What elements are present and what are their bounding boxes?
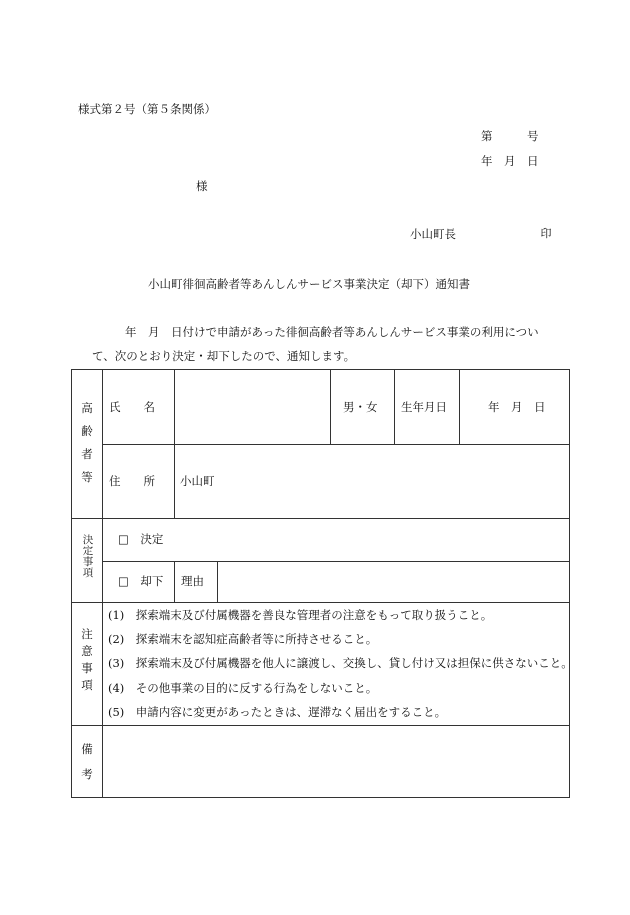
section-elderly-label: 高 齢 者 等 — [81, 401, 93, 484]
document-title: 小山町徘徊高齢者等あんしんサービス事業決定（却下）通知書 — [148, 277, 470, 291]
document-date: 年 月 日 — [481, 154, 539, 168]
column-divider — [394, 369, 395, 444]
body-line-2: て、次のとおり決定・却下したので、通知します。 — [92, 349, 356, 363]
birth-date-label: 生年月日 — [401, 400, 447, 414]
section-notes-label: 注 意 事 項 — [81, 627, 93, 692]
form-number-label: 様式第２号（第５条関係） — [78, 102, 216, 116]
document-number: 第 号 — [481, 129, 539, 143]
section-decision-label: 決 定 事 項 — [82, 534, 94, 579]
note-item: (5) 申請内容に変更があったときは、遅滞なく届出をすること。 — [108, 705, 447, 719]
body-line-1: 年 月 日付けで申請があった徘徊高齢者等あんしんサービス事業の利用につい — [125, 325, 539, 339]
column-divider — [174, 369, 175, 518]
note-item: (4) その他事業の目的に反する行為をしないこと。 — [108, 681, 378, 695]
note-item: (1) 探索端末及び付属機器を善良な管理者の注意をもって取り扱うこと。 — [108, 608, 493, 622]
row-divider — [102, 444, 570, 445]
row-divider — [71, 602, 570, 603]
name-label: 氏 名 — [109, 400, 155, 414]
column-divider — [459, 369, 460, 444]
column-divider — [102, 369, 103, 798]
address-value: 小山町 — [180, 474, 215, 488]
note-item: (3) 探索端末及び付属機器を他人に譲渡し、交換し、貸し付け又は担保に供さないこと。 — [108, 656, 573, 670]
addressee-suffix: 様 — [196, 179, 208, 193]
address-label: 住 所 — [109, 474, 155, 488]
row-divider — [71, 725, 570, 726]
column-divider — [217, 561, 218, 602]
column-divider — [174, 561, 175, 602]
issuer-name: 小山町長 — [410, 227, 456, 241]
column-divider — [330, 369, 331, 444]
birth-date-value: 年 月 日 — [488, 400, 546, 414]
reject-checkbox: □ 却下 — [118, 574, 164, 588]
section-remarks-label: 備 考 — [81, 742, 93, 781]
row-divider — [102, 561, 570, 562]
reason-label: 理由 — [181, 574, 204, 588]
gender-field: 男・女 — [343, 400, 378, 414]
note-item: (2) 探索端末を認知症高齢者等に所持させること。 — [108, 632, 378, 646]
seal-mark: 印 — [540, 227, 552, 240]
row-divider — [71, 518, 570, 519]
decision-checkbox: □ 決定 — [118, 532, 164, 546]
